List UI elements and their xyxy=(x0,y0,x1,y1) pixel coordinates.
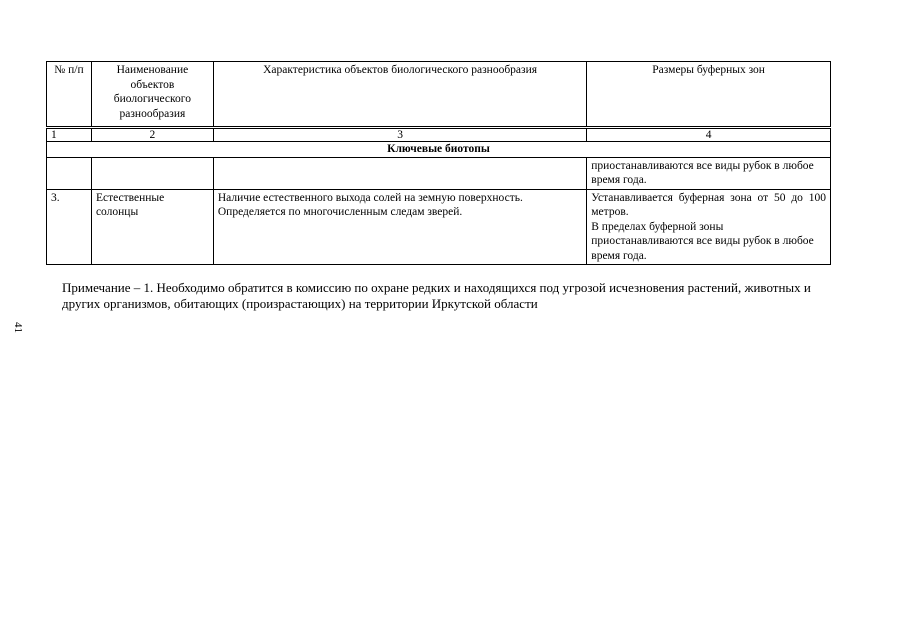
section-title: Ключевые биотопы xyxy=(47,142,831,158)
column-number-2: 2 xyxy=(91,128,213,142)
continuation-cell: приостанавливаются все виды рубок в любое время года. xyxy=(587,157,831,189)
footnote: Примечание – 1. Необходимо обратится в комиссию по охране редких и находящихся под угрозой исчезновения растений, животных и других организмов, обитающих (произрастающих) на территории Иркутской области xyxy=(62,280,811,311)
buffer-size-line: Устанавливается буферная зона от 50 до 100 метров. xyxy=(591,191,826,218)
header-characteristic: Характеристика объектов биологического разнообразия xyxy=(213,62,586,128)
section-row xyxy=(47,142,831,158)
column-number-row xyxy=(47,128,831,142)
buffer-size-line: В пределах буферной зоны приостанавливаются все виды рубок в любое время года. xyxy=(591,220,814,262)
row-object-name: Естественные солонцы xyxy=(91,189,213,265)
header-object-name: Наименование объектов биологического разнообразия xyxy=(91,62,213,128)
row-buffer-size xyxy=(587,189,831,265)
page-number: 41 xyxy=(12,322,24,333)
row-characteristic: Наличие естественного выхода солей на земную поверхность. Определяется по многочисленным следам зверей. xyxy=(213,189,586,265)
row-number: 3. xyxy=(47,189,92,265)
table-cell-empty xyxy=(91,157,213,189)
table-row xyxy=(47,189,831,265)
buffer-zones-table xyxy=(46,61,831,265)
table-header-row xyxy=(47,62,831,128)
column-number-3: 3 xyxy=(213,128,586,142)
table-cell-empty xyxy=(213,157,586,189)
table-row xyxy=(47,157,831,189)
column-number-4: 4 xyxy=(587,128,831,142)
header-buffer-size: Размеры буферных зон xyxy=(587,62,831,128)
header-number: № п/п xyxy=(47,62,92,128)
column-number-1: 1 xyxy=(47,128,92,142)
table-cell-empty xyxy=(47,157,92,189)
